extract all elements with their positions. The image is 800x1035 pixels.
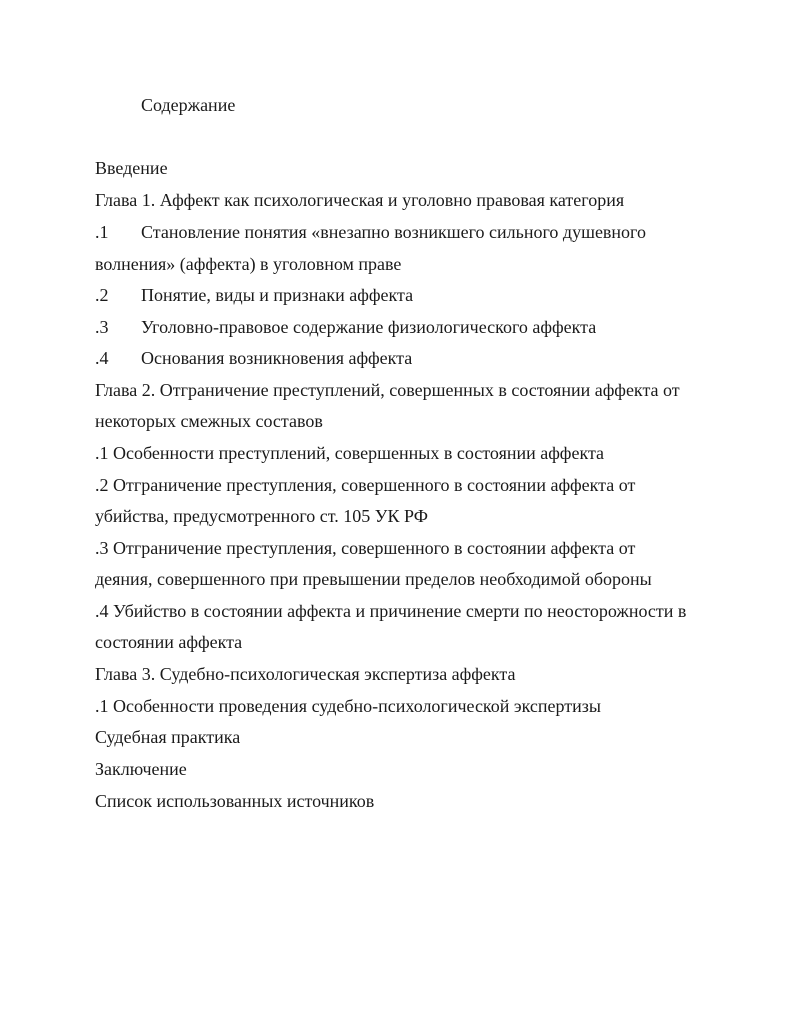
toc-heading: Содержание <box>141 95 236 115</box>
toc-item-2-2-line-1: .2 Отграничение преступления, совершенного в состоянии аффекта от <box>95 475 636 495</box>
toc-item-1-2-number: .2 <box>95 285 109 305</box>
toc-item-1-3-number: .3 <box>95 317 109 337</box>
toc-item-chapter-2-line-2: некоторых смежных составов <box>95 411 323 431</box>
toc-item-2-3-line-2: деяния, совершенного при превышении пределов необходимой обороны <box>95 569 652 589</box>
toc-item-1-4: Основания возникновения аффекта <box>141 348 413 368</box>
toc-item-2-4-line-1: .4 Убийство в состоянии аффекта и причинение смерти по неосторожности в <box>95 601 687 621</box>
toc-item-3-1: .1 Особенности проведения судебно-психологической экспертизы <box>95 696 601 716</box>
toc-item-chapter-1: Глава 1. Аффект как психологическая и уголовно правовая категория <box>95 190 625 210</box>
toc-item-2-3-line-1: .3 Отграничение преступления, совершенного в состоянии аффекта от <box>95 538 636 558</box>
toc-item-1-1-line-2: волнения» (аффекта) в уголовном праве <box>95 254 402 274</box>
toc-item-practice: Судебная практика <box>95 727 241 747</box>
toc-item-chapter-3: Глава 3. Судебно-психологическая экспертиза аффекта <box>95 664 516 684</box>
toc-item-sources: Список использованных источников <box>95 791 375 811</box>
toc-item-intro: Введение <box>95 158 168 178</box>
toc-item-1-2: Понятие, виды и признаки аффекта <box>141 285 414 305</box>
toc-item-2-2-line-2: убийства, предусмотренного ст. 105 УК РФ <box>95 506 428 526</box>
toc-item-1-1-number: .1 <box>95 222 109 242</box>
toc-item-1-1-line-1: Становление понятия «внезапно возникшего сильного душевного <box>141 222 646 242</box>
toc-item-conclusion: Заключение <box>95 759 187 779</box>
toc-item-1-3: Уголовно-правовое содержание физиологического аффекта <box>141 317 597 337</box>
toc-item-chapter-2-line-1: Глава 2. Отграничение преступлений, совершенных в состоянии аффекта от <box>95 380 680 400</box>
toc-item-1-4-number: .4 <box>95 348 109 368</box>
toc-item-2-1: .1 Особенности преступлений, совершенных в состоянии аффекта <box>95 443 605 463</box>
toc-item-2-4-line-2: состоянии аффекта <box>95 632 243 652</box>
